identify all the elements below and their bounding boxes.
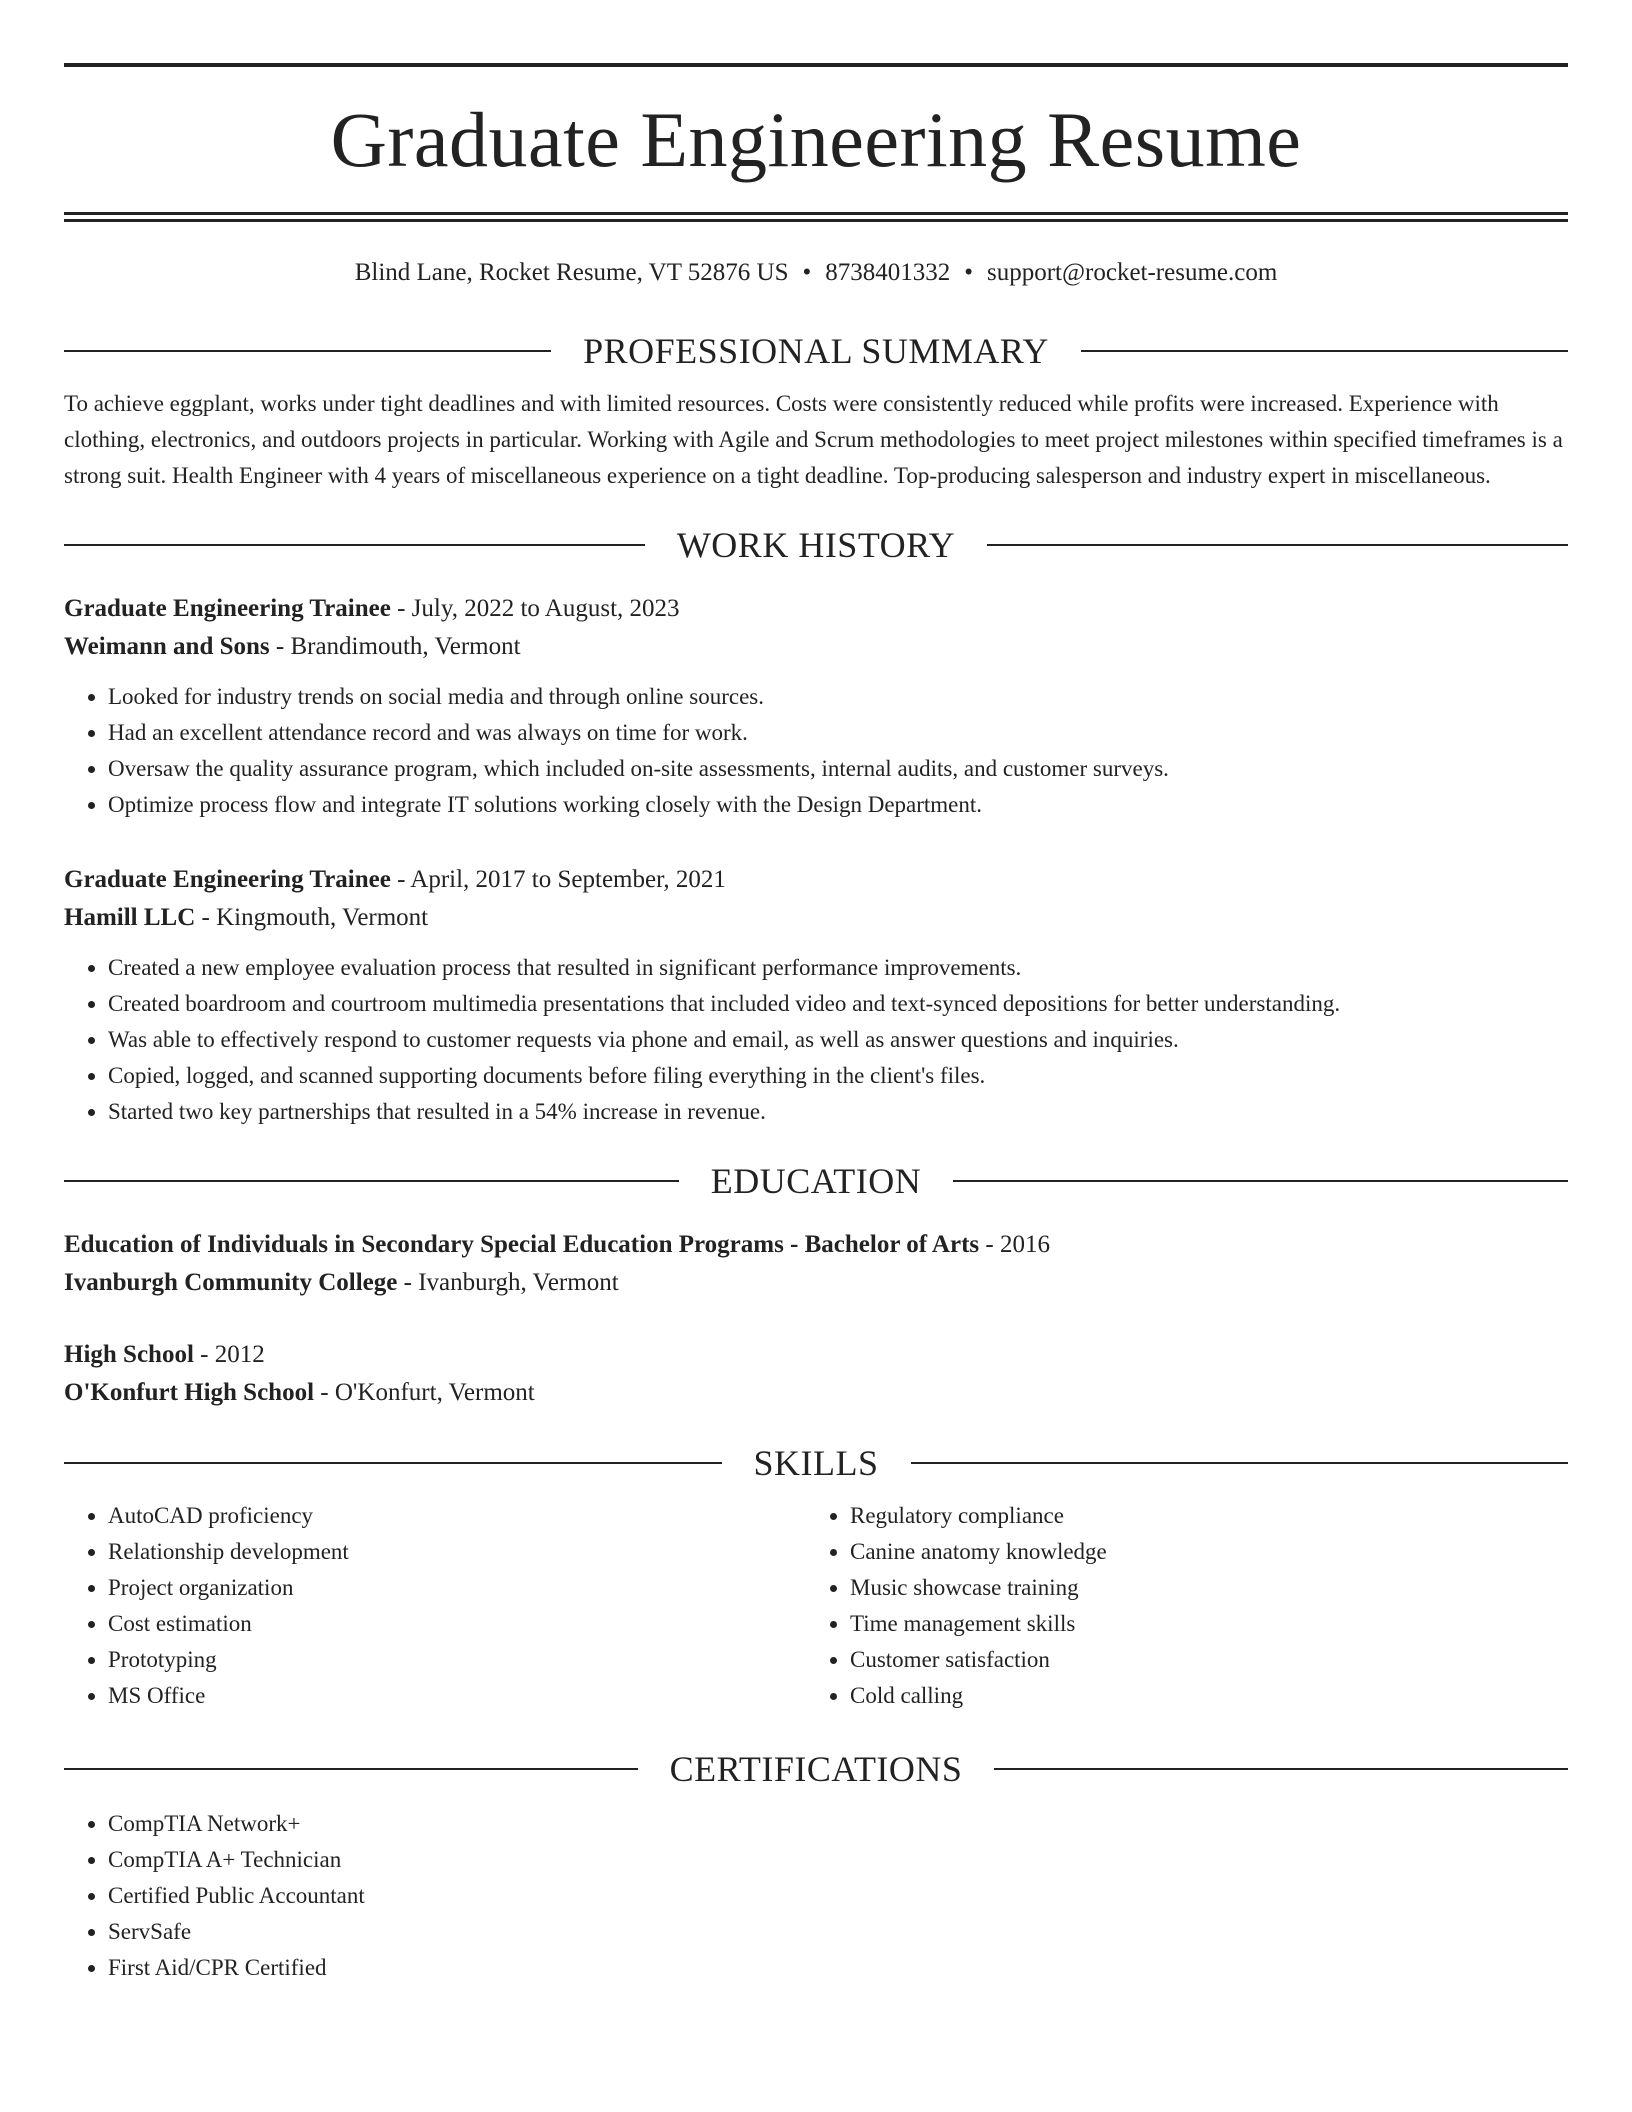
list-item: • Canine anatomy knowledge [850,1534,1548,1570]
job-title-line [64,590,1568,628]
list-item: • ServSafe [108,1914,1568,1950]
job-company: Weimann and Sons [64,633,270,660]
contact-separator: • [802,259,812,286]
certifications-list [64,1806,1568,1986]
degree-line [64,1226,1568,1264]
school-name: Ivanburgh Community College [64,1269,398,1296]
work-heading-label: WORK HISTORY [676,525,956,565]
skills-columns [64,1498,1568,1714]
job-entry [64,861,1568,1130]
heading-rule-right [994,1768,1568,1770]
job-bullets [64,679,1568,823]
skills-section-heading [64,1442,1568,1484]
certifications-section-heading [64,1748,1568,1790]
heading-rule-right [911,1462,1569,1464]
degree-name: Education of Individuals in Secondary Special Education Programs - Bachelor of Arts [64,1231,980,1258]
job-bullets [64,950,1568,1130]
job-location: - Brandimouth, Vermont [269,633,521,660]
degree-year: - 2012 [193,1341,265,1368]
skills-column-left [64,1498,806,1714]
degree-name: High School [64,1341,194,1368]
list-item: • Relationship development [108,1534,806,1570]
list-item: • Had an excellent attendance record and was always on time for work. [108,715,1568,751]
heading-rule-left [64,1180,679,1182]
job-dates: - July, 2022 to August, 2023 [390,595,680,622]
title-double-rule [64,212,1568,222]
education-entry [64,1226,1568,1302]
list-item: • MS Office [108,1678,806,1714]
job-location: - Kingmouth, Vermont [195,904,429,931]
heading-rule-right [987,544,1568,546]
skills-list-right [806,1498,1548,1714]
summary-section-heading [64,330,1568,372]
school-line [64,1264,1568,1302]
school-location: - O'Konfurt, Vermont [314,1379,535,1406]
list-item: • Optimize process flow and integrate IT solutions working closely with the Design Department. [108,787,1568,823]
job-company-line [64,899,1568,937]
skills-heading-label: SKILLS [753,1443,879,1483]
school-location: - Ivanburgh, Vermont [397,1269,619,1296]
top-rule [64,63,1568,67]
contact-phone: 8738401332 [825,259,951,286]
list-item: • Certified Public Accountant [108,1878,1568,1914]
heading-rule-left [64,544,645,546]
heading-rule-right [953,1180,1568,1182]
contact-line [64,258,1568,288]
list-item: • Started two key partnerships that resulted in a 54% increase in revenue. [108,1094,1568,1130]
job-title: Graduate Engineering Trainee [64,866,391,893]
school-name: O'Konfurt High School [64,1379,315,1406]
contact-separator: • [964,259,973,286]
list-item: • Created a new employee evaluation process that resulted in significant performance improvements. [108,950,1568,986]
degree-line [64,1336,1568,1374]
degree-year: - 2016 [979,1231,1050,1258]
work-section-heading [64,524,1568,566]
skills-column-right [806,1498,1548,1714]
job-title-line [64,861,1568,899]
job-company: Hamill LLC [64,904,196,931]
education-heading-label: EDUCATION [710,1161,922,1201]
job-title: Graduate Engineering Trainee [64,595,391,622]
summary-text: To achieve eggplant, works under tight deadlines and with limited resources. Costs were consistently reduced while profits were increased. Experience with clothing, electronics, and outdoors projects in particular. Working with Agile and Scrum methodologies to meet project milestones within specified timeframes is a strong suit. Health Engineer with 4 years of miscellaneous experience on a tight deadline. Top-producing salesperson and industry expert in miscellaneous. [64,391,1563,488]
list-item: • Cold calling [850,1678,1548,1714]
certifications-heading-label: CERTIFICATIONS [669,1749,963,1789]
list-item: • Oversaw the quality assurance program, which included on-site assessments, internal audits, and customer surveys. [108,751,1568,787]
list-item: • Regulatory compliance [850,1498,1548,1534]
summary-heading-label: PROFESSIONAL SUMMARY [583,331,1049,371]
certifications-block [64,1806,1568,1986]
list-item: • First Aid/CPR Certified [108,1950,1568,1986]
list-item: • Time management skills [850,1606,1548,1642]
heading-rule-left [64,1462,722,1464]
list-item: • CompTIA Network+ [108,1806,1568,1842]
heading-rule-right [1081,350,1568,352]
list-item: • Looked for industry trends on social media and through online sources. [108,679,1568,715]
contact-address: Blind Lane, Rocket Resume, VT 52876 US [354,259,789,286]
list-item: • Was able to effectively respond to customer requests via phone and email, as well as answer questions and inquiries. [108,1022,1568,1058]
list-item: • Customer satisfaction [850,1642,1548,1678]
resume-title: Graduate Engineering Resume [330,96,1302,183]
list-item: • Copied, logged, and scanned supporting documents before filing everything in the client's files. [108,1058,1568,1094]
skills-list-left [64,1498,806,1714]
school-line [64,1374,1568,1412]
list-item: • Cost estimation [108,1606,806,1642]
job-dates: - April, 2017 to September, 2021 [390,866,726,893]
list-item: • Created boardroom and courtroom multimedia presentations that included video and text-synced depositions for better understanding. [108,986,1568,1022]
education-entry [64,1336,1568,1412]
job-company-line [64,628,1568,666]
heading-rule-left [64,350,551,352]
list-item: • CompTIA A+ Technician [108,1842,1568,1878]
job-entry [64,590,1568,823]
list-item: • AutoCAD proficiency [108,1498,806,1534]
heading-rule-left [64,1768,638,1770]
list-item: • Music showcase training [850,1570,1548,1606]
education-section-heading [64,1160,1568,1202]
list-item: • Project organization [108,1570,806,1606]
list-item: • Prototyping [108,1642,806,1678]
contact-email: support@rocket-resume.com [987,259,1278,286]
